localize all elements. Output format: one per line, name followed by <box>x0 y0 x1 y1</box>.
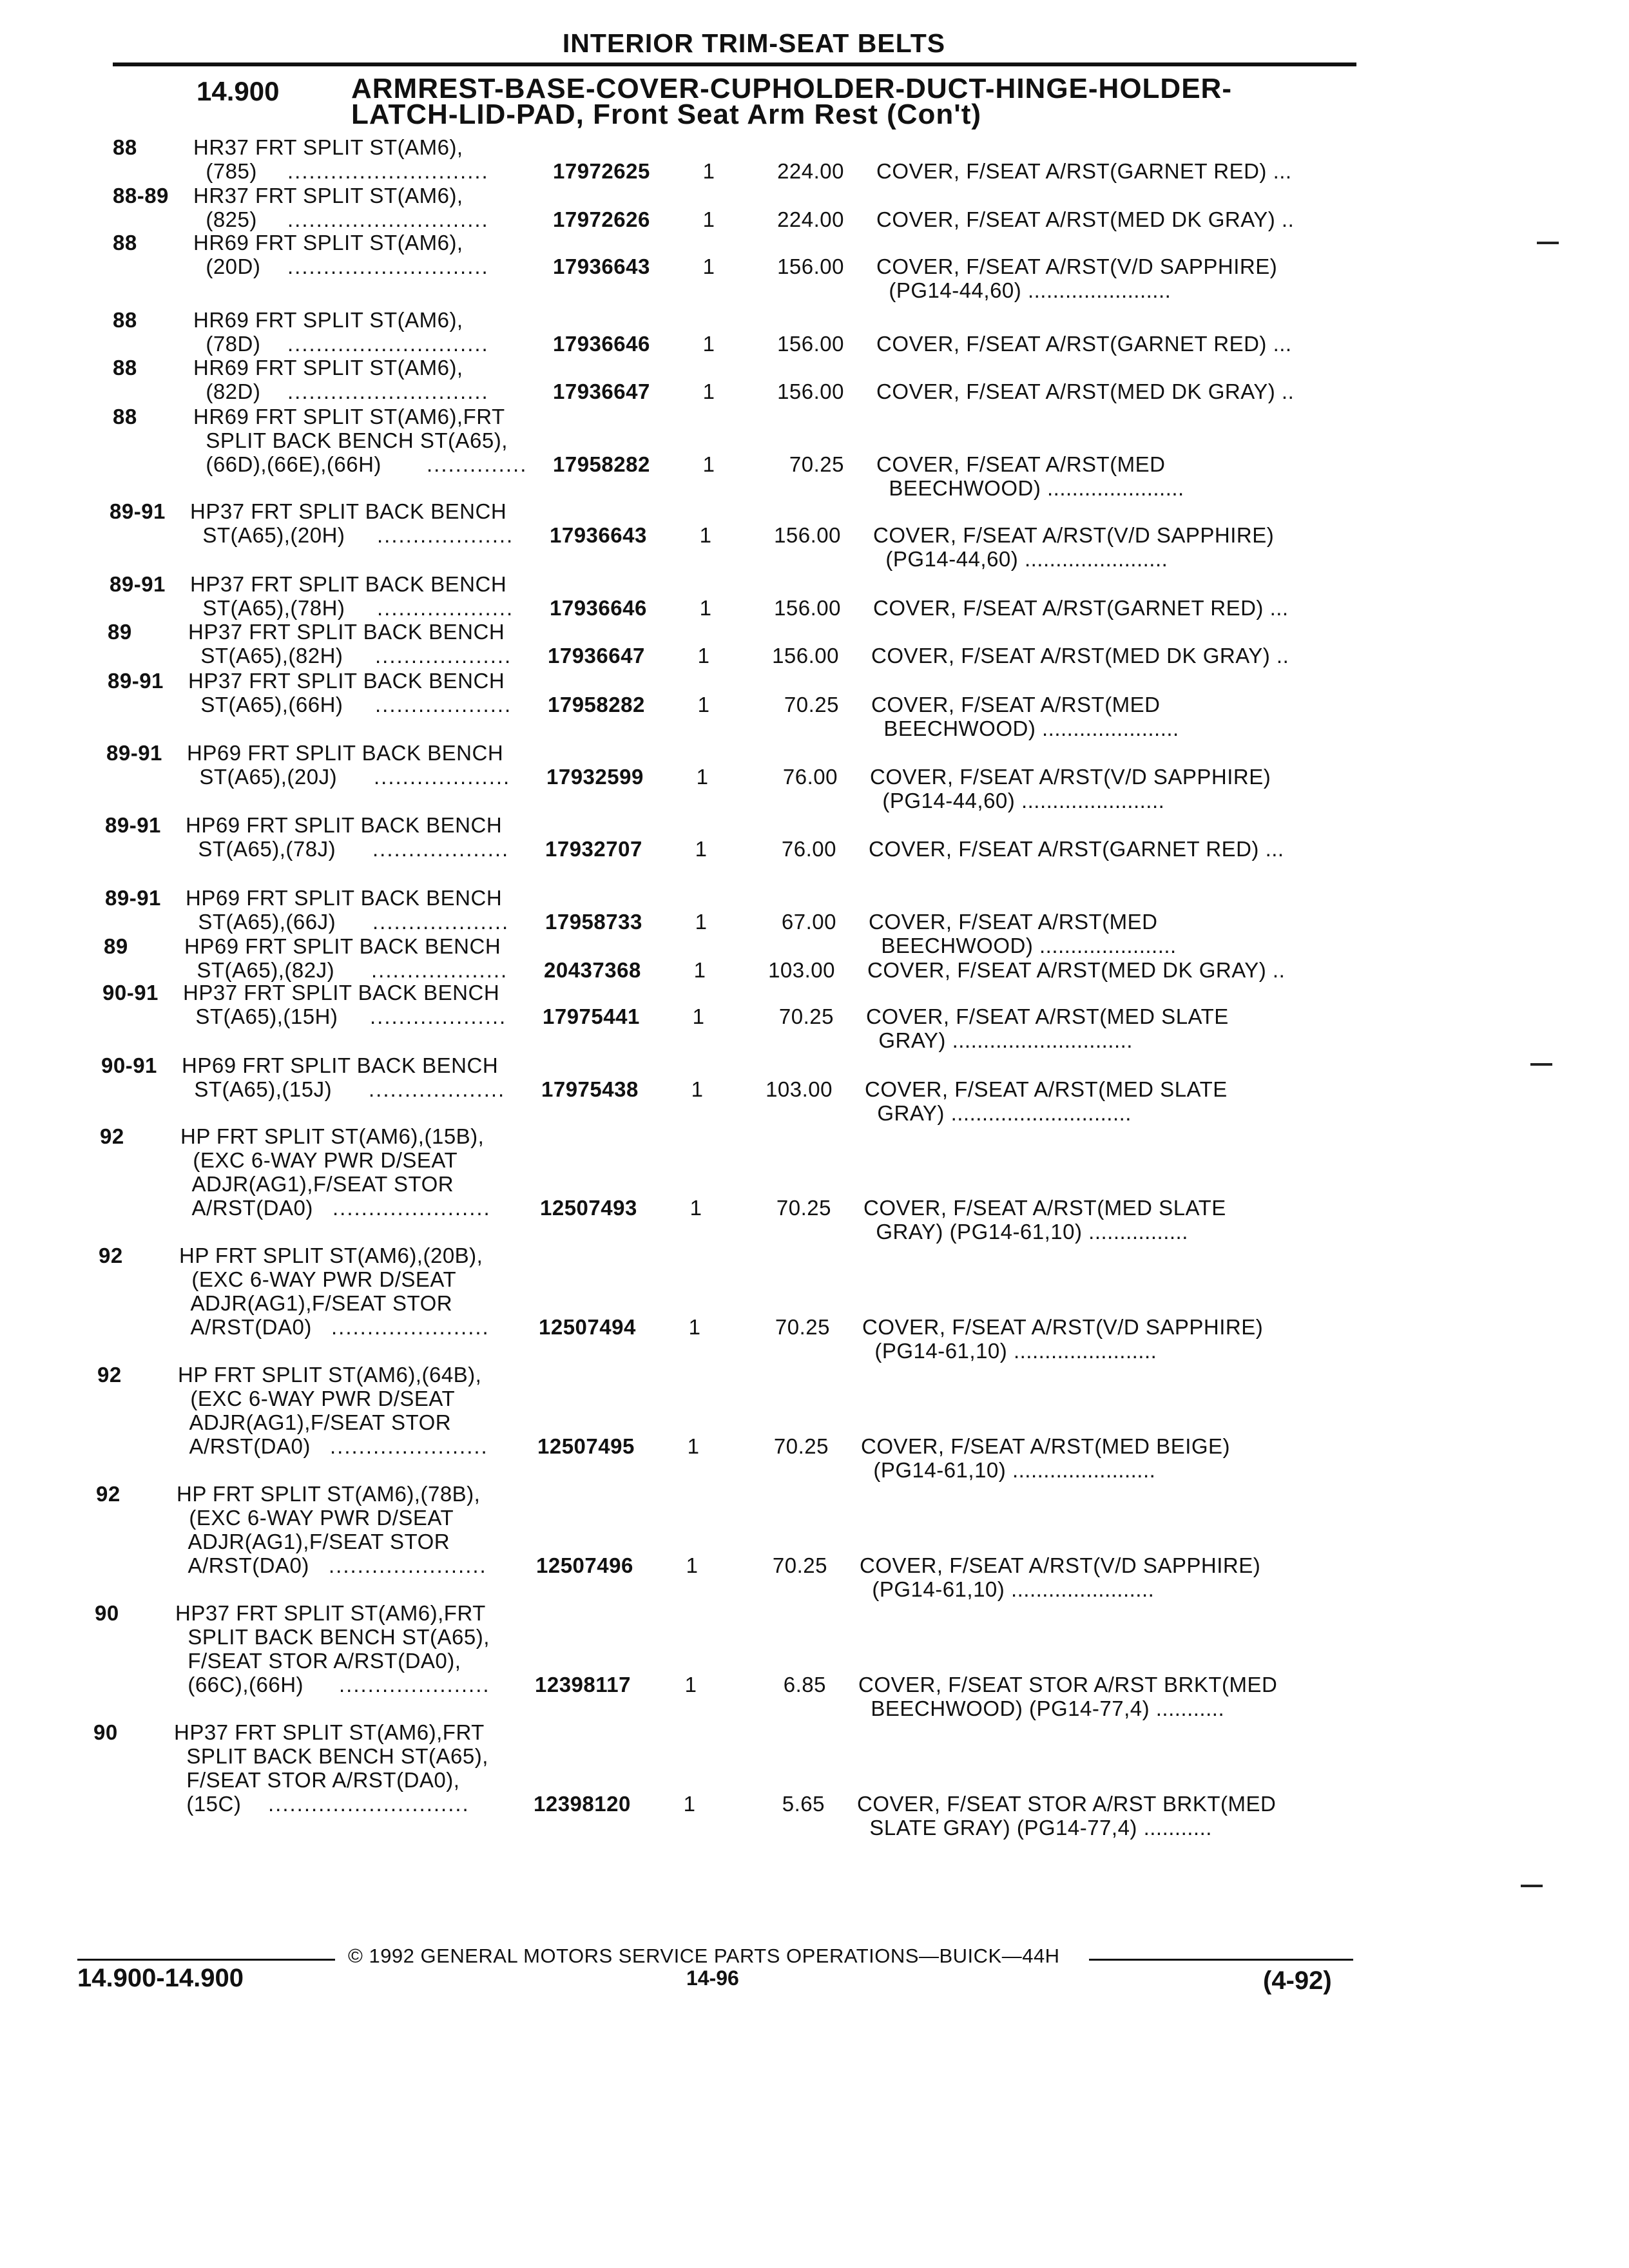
leader-dots: ...................... <box>329 1553 487 1577</box>
page-title: INTERIOR TRIM-SEAT BELTS <box>562 28 946 58</box>
section-title-line-1: ARMREST-BASE-COVER-CUPHOLDER-DUCT-HINGE-HOLDER- <box>351 73 1232 104</box>
part-name-line: (PG14-44,60) ....................... <box>873 547 1168 571</box>
part-name-line: BEECHWOOD) ...................... <box>876 476 1184 500</box>
part-name-line: BEECHWOOD) ...................... <box>871 716 1179 740</box>
description-line: HR69 FRT SPLIT ST(AM6), <box>193 356 463 380</box>
description-line: HP69 FRT SPLIT BACK BENCH <box>186 886 503 910</box>
description-line: HP69 FRT SPLIT BACK BENCH <box>187 741 504 765</box>
part-number: 17932599 <box>546 765 644 789</box>
price: 156.00 <box>777 255 844 278</box>
section-title-line-2: LATCH-LID-PAD, Front Seat Arm Rest (Con't) <box>351 99 982 130</box>
model-year: 89 <box>104 934 128 958</box>
description-line: A/RST(DA0) <box>177 1553 309 1577</box>
part-name <box>869 910 1177 957</box>
part-name-line: COVER, F/SEAT A/RST(GARNET RED) ... <box>876 159 1292 183</box>
description-line: (785) <box>193 159 257 183</box>
part-name-line: COVER, F/SEAT A/RST(MED DK GRAY) .. <box>871 644 1289 668</box>
description-line: HR37 FRT SPLIT ST(AM6), <box>193 135 463 159</box>
part-number: 20437368 <box>544 958 641 982</box>
part-name-line: COVER, F/SEAT A/RST(V/D SAPPHIRE) <box>860 1553 1261 1577</box>
model-year: 88 <box>113 356 137 380</box>
model-year: 89-91 <box>105 886 161 910</box>
part-name-line: COVER, F/SEAT STOR A/RST BRKT(MED <box>857 1792 1277 1816</box>
margin-tick-1 <box>1537 242 1559 244</box>
description-line: (66C),(66H) <box>175 1673 304 1696</box>
quantity: 1 <box>686 1553 699 1577</box>
price: 70.25 <box>775 1315 830 1339</box>
quantity: 1 <box>687 1434 700 1458</box>
description-line: HP37 FRT SPLIT ST(AM6),FRT <box>175 1601 486 1625</box>
part-number: 17936647 <box>553 380 650 403</box>
quantity: 1 <box>684 1673 697 1696</box>
part-name-line: COVER, F/SEAT A/RST(MED <box>871 693 1161 716</box>
quantity: 1 <box>689 1196 702 1220</box>
part-name-line: GRAY) ............................. <box>866 1028 1133 1052</box>
part-name <box>867 958 1285 982</box>
part-name <box>857 1792 1276 1840</box>
description-line: ADJR(AG1),F/SEAT STOR <box>178 1410 452 1434</box>
leader-dots: ................... <box>374 765 511 789</box>
description-line: HP37 FRT SPLIT BACK BENCH <box>183 981 500 1004</box>
leader-dots: ..................... <box>339 1673 490 1696</box>
price: 156.00 <box>774 596 841 620</box>
description-line: HP37 FRT SPLIT BACK BENCH <box>190 499 507 523</box>
part-name <box>876 207 1294 231</box>
description-line: F/SEAT STOR A/RST(DA0), <box>175 1649 461 1673</box>
leader-dots: ............................ <box>268 1792 470 1816</box>
leader-dots: ................... <box>369 1077 506 1101</box>
part-number: 17932707 <box>545 837 642 861</box>
part-name-line: BEECHWOOD) (PG14-77,4) ........... <box>858 1696 1225 1720</box>
description-line: (EXC 6-WAY PWR D/SEAT <box>180 1148 458 1172</box>
quantity: 1 <box>688 1315 701 1339</box>
footer-page-number: 14-96 <box>686 1966 739 1990</box>
description-line: HP FRT SPLIT ST(AM6),(20B), <box>179 1244 483 1267</box>
quantity: 1 <box>699 523 712 547</box>
description-line: HP37 FRT SPLIT BACK BENCH <box>190 572 507 596</box>
part-name-line: COVER, F/SEAT A/RST(MED <box>869 910 1158 934</box>
quantity: 1 <box>697 644 710 668</box>
leader-dots: ...................... <box>333 1196 491 1220</box>
part-name <box>866 1004 1229 1052</box>
quantity: 1 <box>702 159 715 183</box>
price: 70.25 <box>776 1196 831 1220</box>
part-number: 17975438 <box>541 1077 639 1101</box>
price: 156.00 <box>777 380 844 403</box>
leader-dots: ...................... <box>331 1315 490 1339</box>
part-name-line: COVER, F/SEAT A/RST(V/D SAPPHIRE) <box>873 523 1275 547</box>
quantity: 1 <box>702 255 715 278</box>
description-line: SPLIT BACK BENCH ST(A65), <box>193 428 508 452</box>
part-number: 12398117 <box>535 1673 631 1696</box>
description-line: (78D) <box>193 332 261 356</box>
page-footer <box>77 1933 1353 2010</box>
model-year: 89-91 <box>105 813 161 837</box>
description-line: ADJR(AG1),F/SEAT STOR <box>180 1172 454 1196</box>
part-name-line: COVER, F/SEAT A/RST(V/D SAPPHIRE) <box>862 1315 1264 1339</box>
description-line: ST(A65),(82H) <box>188 644 343 668</box>
price: 103.00 <box>766 1077 833 1101</box>
description-line: A/RST(DA0) <box>178 1434 311 1458</box>
part-number: 17972625 <box>553 159 650 183</box>
price: 5.65 <box>782 1792 825 1816</box>
leader-dots: ............................ <box>287 159 489 183</box>
price: 156.00 <box>777 332 844 356</box>
footer-rule-right <box>1089 1959 1353 1961</box>
part-number: 12507495 <box>537 1434 635 1458</box>
quantity: 1 <box>699 596 712 620</box>
part-number: 12507494 <box>539 1315 636 1339</box>
part-name <box>858 1673 1277 1720</box>
model-year: 90-91 <box>101 1053 157 1077</box>
part-number: 17975441 <box>543 1004 640 1028</box>
part-name-line: COVER, F/SEAT A/RST(MED DK GRAY) .. <box>876 207 1295 231</box>
leader-dots: .............. <box>427 452 528 476</box>
model-year: 89-91 <box>106 741 162 765</box>
part-number: 17958282 <box>553 452 650 476</box>
leader-dots: ............................ <box>287 255 489 278</box>
part-number: 17936643 <box>553 255 650 278</box>
quantity: 1 <box>702 332 715 356</box>
part-name-line: GRAY) ............................. <box>865 1101 1132 1125</box>
margin-tick-2 <box>1530 1063 1552 1066</box>
part-number: 17936647 <box>548 644 645 668</box>
model-year: 92 <box>100 1124 124 1148</box>
model-year: 90 <box>95 1601 119 1625</box>
model-year: 90-91 <box>102 981 159 1004</box>
model-year: 89-91 <box>110 499 166 523</box>
model-year: 92 <box>97 1363 122 1387</box>
part-name <box>873 596 1289 620</box>
part-name-line: (PG14-44,60) ....................... <box>876 278 1171 302</box>
price: 103.00 <box>768 958 835 982</box>
price: 156.00 <box>774 523 841 547</box>
model-year: 88 <box>113 135 137 159</box>
description-line: HP FRT SPLIT ST(AM6),(78B), <box>177 1482 481 1506</box>
description-line: HP37 FRT SPLIT BACK BENCH <box>188 620 505 644</box>
quantity: 1 <box>693 958 706 982</box>
footer-copyright: © 1992 GENERAL MOTORS SERVICE PARTS OPERATIONS—BUICK—44H <box>348 1945 1060 1967</box>
leader-dots: ................... <box>375 644 512 668</box>
model-year: 88-89 <box>113 184 169 207</box>
leader-dots: ................... <box>372 837 510 861</box>
part-name-line: SLATE GRAY) (PG14-77,4) ........... <box>857 1816 1212 1840</box>
description-line: HP37 FRT SPLIT ST(AM6),FRT <box>174 1720 485 1744</box>
part-name-line: COVER, F/SEAT A/RST(MED SLATE <box>863 1196 1226 1220</box>
description-line: ST(A65),(78J) <box>186 837 336 861</box>
part-number: 17936646 <box>550 596 647 620</box>
description-line: SPLIT BACK BENCH ST(A65), <box>175 1625 490 1649</box>
model-year: 89-91 <box>108 669 164 693</box>
quantity: 1 <box>696 765 709 789</box>
description-line: ST(A65),(82J) <box>184 958 335 982</box>
price: 70.25 <box>773 1434 829 1458</box>
quantity: 1 <box>702 207 715 231</box>
part-name-line: COVER, F/SEAT A/RST(MED <box>876 452 1166 476</box>
model-year: 92 <box>99 1244 123 1267</box>
part-name-line: (PG14-61,10) ....................... <box>860 1577 1155 1601</box>
description-line: (EXC 6-WAY PWR D/SEAT <box>178 1387 456 1410</box>
part-name <box>865 1077 1228 1125</box>
footer-section-range: 14.900-14.900 <box>77 1964 244 1992</box>
price: 224.00 <box>777 207 844 231</box>
part-name-line: (PG14-44,60) ....................... <box>870 789 1165 812</box>
price: 70.25 <box>772 1553 827 1577</box>
quantity: 1 <box>691 1077 704 1101</box>
description-line: HR69 FRT SPLIT ST(AM6), <box>193 231 463 255</box>
part-name <box>863 1196 1226 1244</box>
model-year: 92 <box>96 1482 120 1506</box>
model-year: 89 <box>108 620 132 644</box>
part-name-line: COVER, F/SEAT A/RST(GARNET RED) ... <box>876 332 1292 356</box>
model-year: 88 <box>113 405 137 428</box>
part-number: 17936646 <box>553 332 650 356</box>
quantity: 1 <box>683 1792 696 1816</box>
part-name <box>870 765 1271 812</box>
description-line: SPLIT BACK BENCH ST(A65), <box>174 1744 488 1768</box>
description-line: HR69 FRT SPLIT ST(AM6),FRT <box>193 405 505 428</box>
part-name <box>871 693 1179 740</box>
description-line: ST(A65),(66H) <box>188 693 343 716</box>
description-line: ST(A65),(20H) <box>190 523 345 547</box>
description-line: F/SEAT STOR A/RST(DA0), <box>174 1768 460 1792</box>
part-name-line: COVER, F/SEAT A/RST(GARNET RED) ... <box>873 596 1289 620</box>
description-line: HP37 FRT SPLIT BACK BENCH <box>188 669 505 693</box>
part-name <box>876 255 1277 302</box>
quantity: 1 <box>697 693 710 716</box>
part-name <box>871 644 1289 668</box>
description-line: HP69 FRT SPLIT BACK BENCH <box>184 934 501 958</box>
description-line: (15C) <box>174 1792 242 1816</box>
price: 70.25 <box>789 452 844 476</box>
quantity: 1 <box>702 452 715 476</box>
part-name <box>869 837 1284 861</box>
part-name-line: COVER, F/SEAT A/RST(MED SLATE <box>866 1004 1229 1028</box>
part-number: 17958733 <box>545 910 642 934</box>
leader-dots: ................... <box>377 596 514 620</box>
description-line: HP69 FRT SPLIT BACK BENCH <box>186 813 503 837</box>
part-number: 12398120 <box>534 1792 631 1816</box>
price: 156.00 <box>772 644 839 668</box>
part-name-line: (PG14-61,10) ....................... <box>861 1458 1156 1482</box>
part-name-line: BEECHWOOD) ...................... <box>869 934 1177 957</box>
price: 67.00 <box>781 910 836 934</box>
description-line: ST(A65),(78H) <box>190 596 345 620</box>
footer-revision: (4-92) <box>1263 1966 1332 1995</box>
part-number: 12507496 <box>536 1553 633 1577</box>
part-number: 17972626 <box>553 207 650 231</box>
model-year: 90 <box>93 1720 118 1744</box>
description-line: A/RST(DA0) <box>180 1196 313 1220</box>
model-year: 88 <box>113 231 137 255</box>
leader-dots: ............................ <box>287 380 489 403</box>
leader-dots: ................... <box>370 1004 507 1028</box>
description-line: HR37 FRT SPLIT ST(AM6), <box>193 184 463 207</box>
description-line: HP69 FRT SPLIT BACK BENCH <box>182 1053 499 1077</box>
description-line: (EXC 6-WAY PWR D/SEAT <box>177 1506 454 1530</box>
description-line: (EXC 6-WAY PWR D/SEAT <box>179 1267 457 1291</box>
part-name <box>860 1553 1260 1601</box>
leader-dots: ................... <box>375 693 512 716</box>
part-name-line: COVER, F/SEAT A/RST(MED DK GRAY) .. <box>867 958 1286 982</box>
part-name-line: COVER, F/SEAT A/RST(GARNET RED) ... <box>869 837 1284 861</box>
footer-rule-left <box>77 1959 335 1961</box>
margin-tick-3 <box>1521 1885 1543 1887</box>
part-number: 17958282 <box>548 693 645 716</box>
quantity: 1 <box>695 837 708 861</box>
leader-dots: ...................... <box>330 1434 488 1458</box>
model-year: 88 <box>113 308 137 332</box>
part-name <box>876 380 1294 403</box>
price: 6.85 <box>783 1673 826 1696</box>
description-line: ADJR(AG1),F/SEAT STOR <box>179 1291 453 1315</box>
description-line: HP FRT SPLIT ST(AM6),(64B), <box>178 1363 482 1387</box>
description-line: A/RST(DA0) <box>179 1315 312 1339</box>
part-name-line: GRAY) (PG14-61,10) ................ <box>863 1220 1188 1244</box>
description-line: ST(A65),(15J) <box>182 1077 333 1101</box>
part-name-line: COVER, F/SEAT STOR A/RST BRKT(MED <box>858 1673 1278 1696</box>
price: 76.00 <box>782 765 838 789</box>
part-number: 17936643 <box>550 523 647 547</box>
part-name <box>876 452 1184 500</box>
description-line: HP FRT SPLIT ST(AM6),(15B), <box>180 1124 485 1148</box>
price: 70.25 <box>784 693 839 716</box>
description-line: (825) <box>193 207 257 231</box>
part-name <box>876 332 1292 356</box>
description-line: HR69 FRT SPLIT ST(AM6), <box>193 308 463 332</box>
price: 224.00 <box>777 159 844 183</box>
quantity: 1 <box>702 380 715 403</box>
part-name <box>876 159 1292 183</box>
price: 70.25 <box>778 1004 834 1028</box>
price: 76.00 <box>781 837 836 861</box>
description-line: ST(A65),(66J) <box>186 910 336 934</box>
part-name-line: COVER, F/SEAT A/RST(V/D SAPPHIRE) <box>876 255 1278 278</box>
section-number: 14.900 <box>197 76 280 106</box>
description-line: ST(A65),(15H) <box>183 1004 338 1028</box>
model-year: 89-91 <box>110 572 166 596</box>
leader-dots: ................... <box>371 958 508 982</box>
part-name-line: COVER, F/SEAT A/RST(MED DK GRAY) .. <box>876 380 1295 403</box>
part-name-line: COVER, F/SEAT A/RST(V/D SAPPHIRE) <box>870 765 1271 789</box>
part-name-line: COVER, F/SEAT A/RST(MED SLATE <box>865 1077 1228 1101</box>
quantity: 1 <box>695 910 708 934</box>
part-name <box>861 1434 1230 1482</box>
part-name-line: COVER, F/SEAT A/RST(MED BEIGE) <box>861 1434 1231 1458</box>
description-line: (66D),(66E),(66H) <box>193 452 381 476</box>
quantity: 1 <box>692 1004 705 1028</box>
leader-dots: ................... <box>377 523 514 547</box>
description-line: ST(A65),(20J) <box>187 765 338 789</box>
leader-dots: ............................ <box>287 207 489 231</box>
part-name <box>862 1315 1263 1363</box>
description-line: (20D) <box>193 255 261 278</box>
description-line: ADJR(AG1),F/SEAT STOR <box>177 1530 450 1553</box>
part-number: 12507493 <box>540 1196 637 1220</box>
part-name <box>873 523 1274 571</box>
description-line: (82D) <box>193 380 261 403</box>
leader-dots: ................... <box>372 910 510 934</box>
part-name-line: (PG14-61,10) ....................... <box>862 1339 1157 1363</box>
leader-dots: ............................ <box>287 332 489 356</box>
